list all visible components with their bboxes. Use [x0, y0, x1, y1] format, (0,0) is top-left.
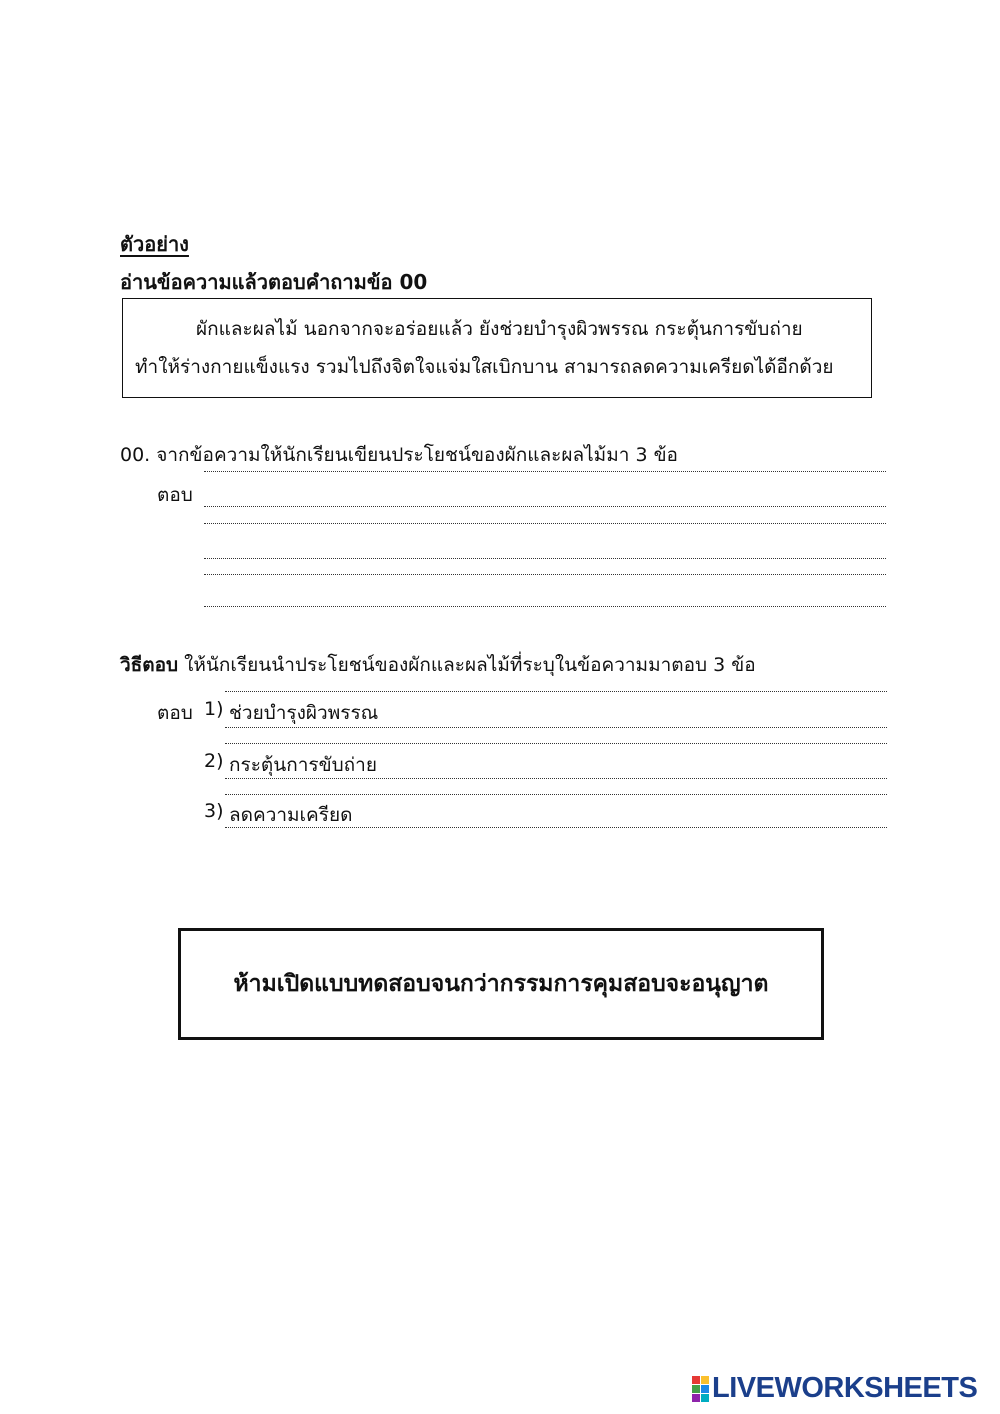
question-text: 00. จากข้อความให้นักเรียนเขียนประโยชน์ของผักและผลไม้มา 3 ข้อ: [120, 444, 678, 466]
method-line-5: [225, 794, 887, 795]
answer-line-5[interactable]: [204, 574, 886, 575]
logo-block: [692, 1394, 700, 1402]
method-answer-label: ตอบ: [157, 702, 193, 724]
logo-block: [701, 1385, 709, 1393]
answer-line-3[interactable]: [204, 523, 886, 524]
method-line-3: [225, 743, 887, 744]
method-line-6: [225, 827, 887, 828]
answer-line-2[interactable]: [204, 506, 886, 507]
logo-block: [692, 1376, 700, 1384]
method-line-4: [225, 778, 887, 779]
passage-box: [122, 298, 872, 398]
method-line-1: [225, 691, 887, 692]
notice-box: [178, 928, 824, 1040]
method-answer-2: กระตุ้นการขับถ่าย: [229, 754, 377, 776]
method-text: ให้นักเรียนนำประโยชน์ของผักและผลไม้ที่ระบุในข้อความมาตอบ 3 ข้อ: [184, 654, 756, 676]
method-line-2: [225, 727, 887, 728]
passage-line-1: ผักและผลไม้ นอกจากจะอร่อยแล้ว ยังช่วยบำรุงผิวพรรณ กระตุ้นการขับถ่าย: [196, 318, 803, 340]
method-answer-num-3: 3): [204, 800, 224, 822]
instruction-heading: อ่านข้อความแล้วตอบคำถามข้อ 00: [120, 270, 428, 294]
method-answer-3: ลดความเครียด: [229, 804, 353, 826]
answer-line-6[interactable]: [204, 606, 886, 607]
method-answer-1: ช่วยบำรุงผิวพรรณ: [229, 702, 379, 724]
logo-blocks-icon: [692, 1376, 709, 1402]
logo-block: [701, 1376, 709, 1384]
liveworksheets-logo: [692, 1372, 977, 1405]
method-answer-num-2: 2): [204, 750, 224, 772]
logo-block: [692, 1385, 700, 1393]
method-answer-num-1: 1): [204, 698, 224, 720]
method-label: วิธีตอบ: [120, 654, 179, 676]
logo-text: LIVEWORKSHEETS: [712, 1372, 978, 1404]
notice-text: ห้ามเปิดแบบทดสอบจนกว่ากรรมการคุมสอบจะอนุญาต: [233, 971, 769, 997]
method-row: [120, 650, 756, 680]
example-title: ตัวอย่าง: [120, 232, 189, 256]
answer-line-4[interactable]: [204, 558, 886, 559]
passage-line-2: ทำให้ร่างกายแข็งแรง รวมไปถึงจิตใจแจ่มใสเบิกบาน สามารถลดความเครียดได้อีกด้วย: [135, 356, 834, 378]
logo-block: [701, 1394, 709, 1402]
answer-line-1[interactable]: [204, 471, 886, 472]
answer-label: ตอบ: [157, 484, 193, 506]
